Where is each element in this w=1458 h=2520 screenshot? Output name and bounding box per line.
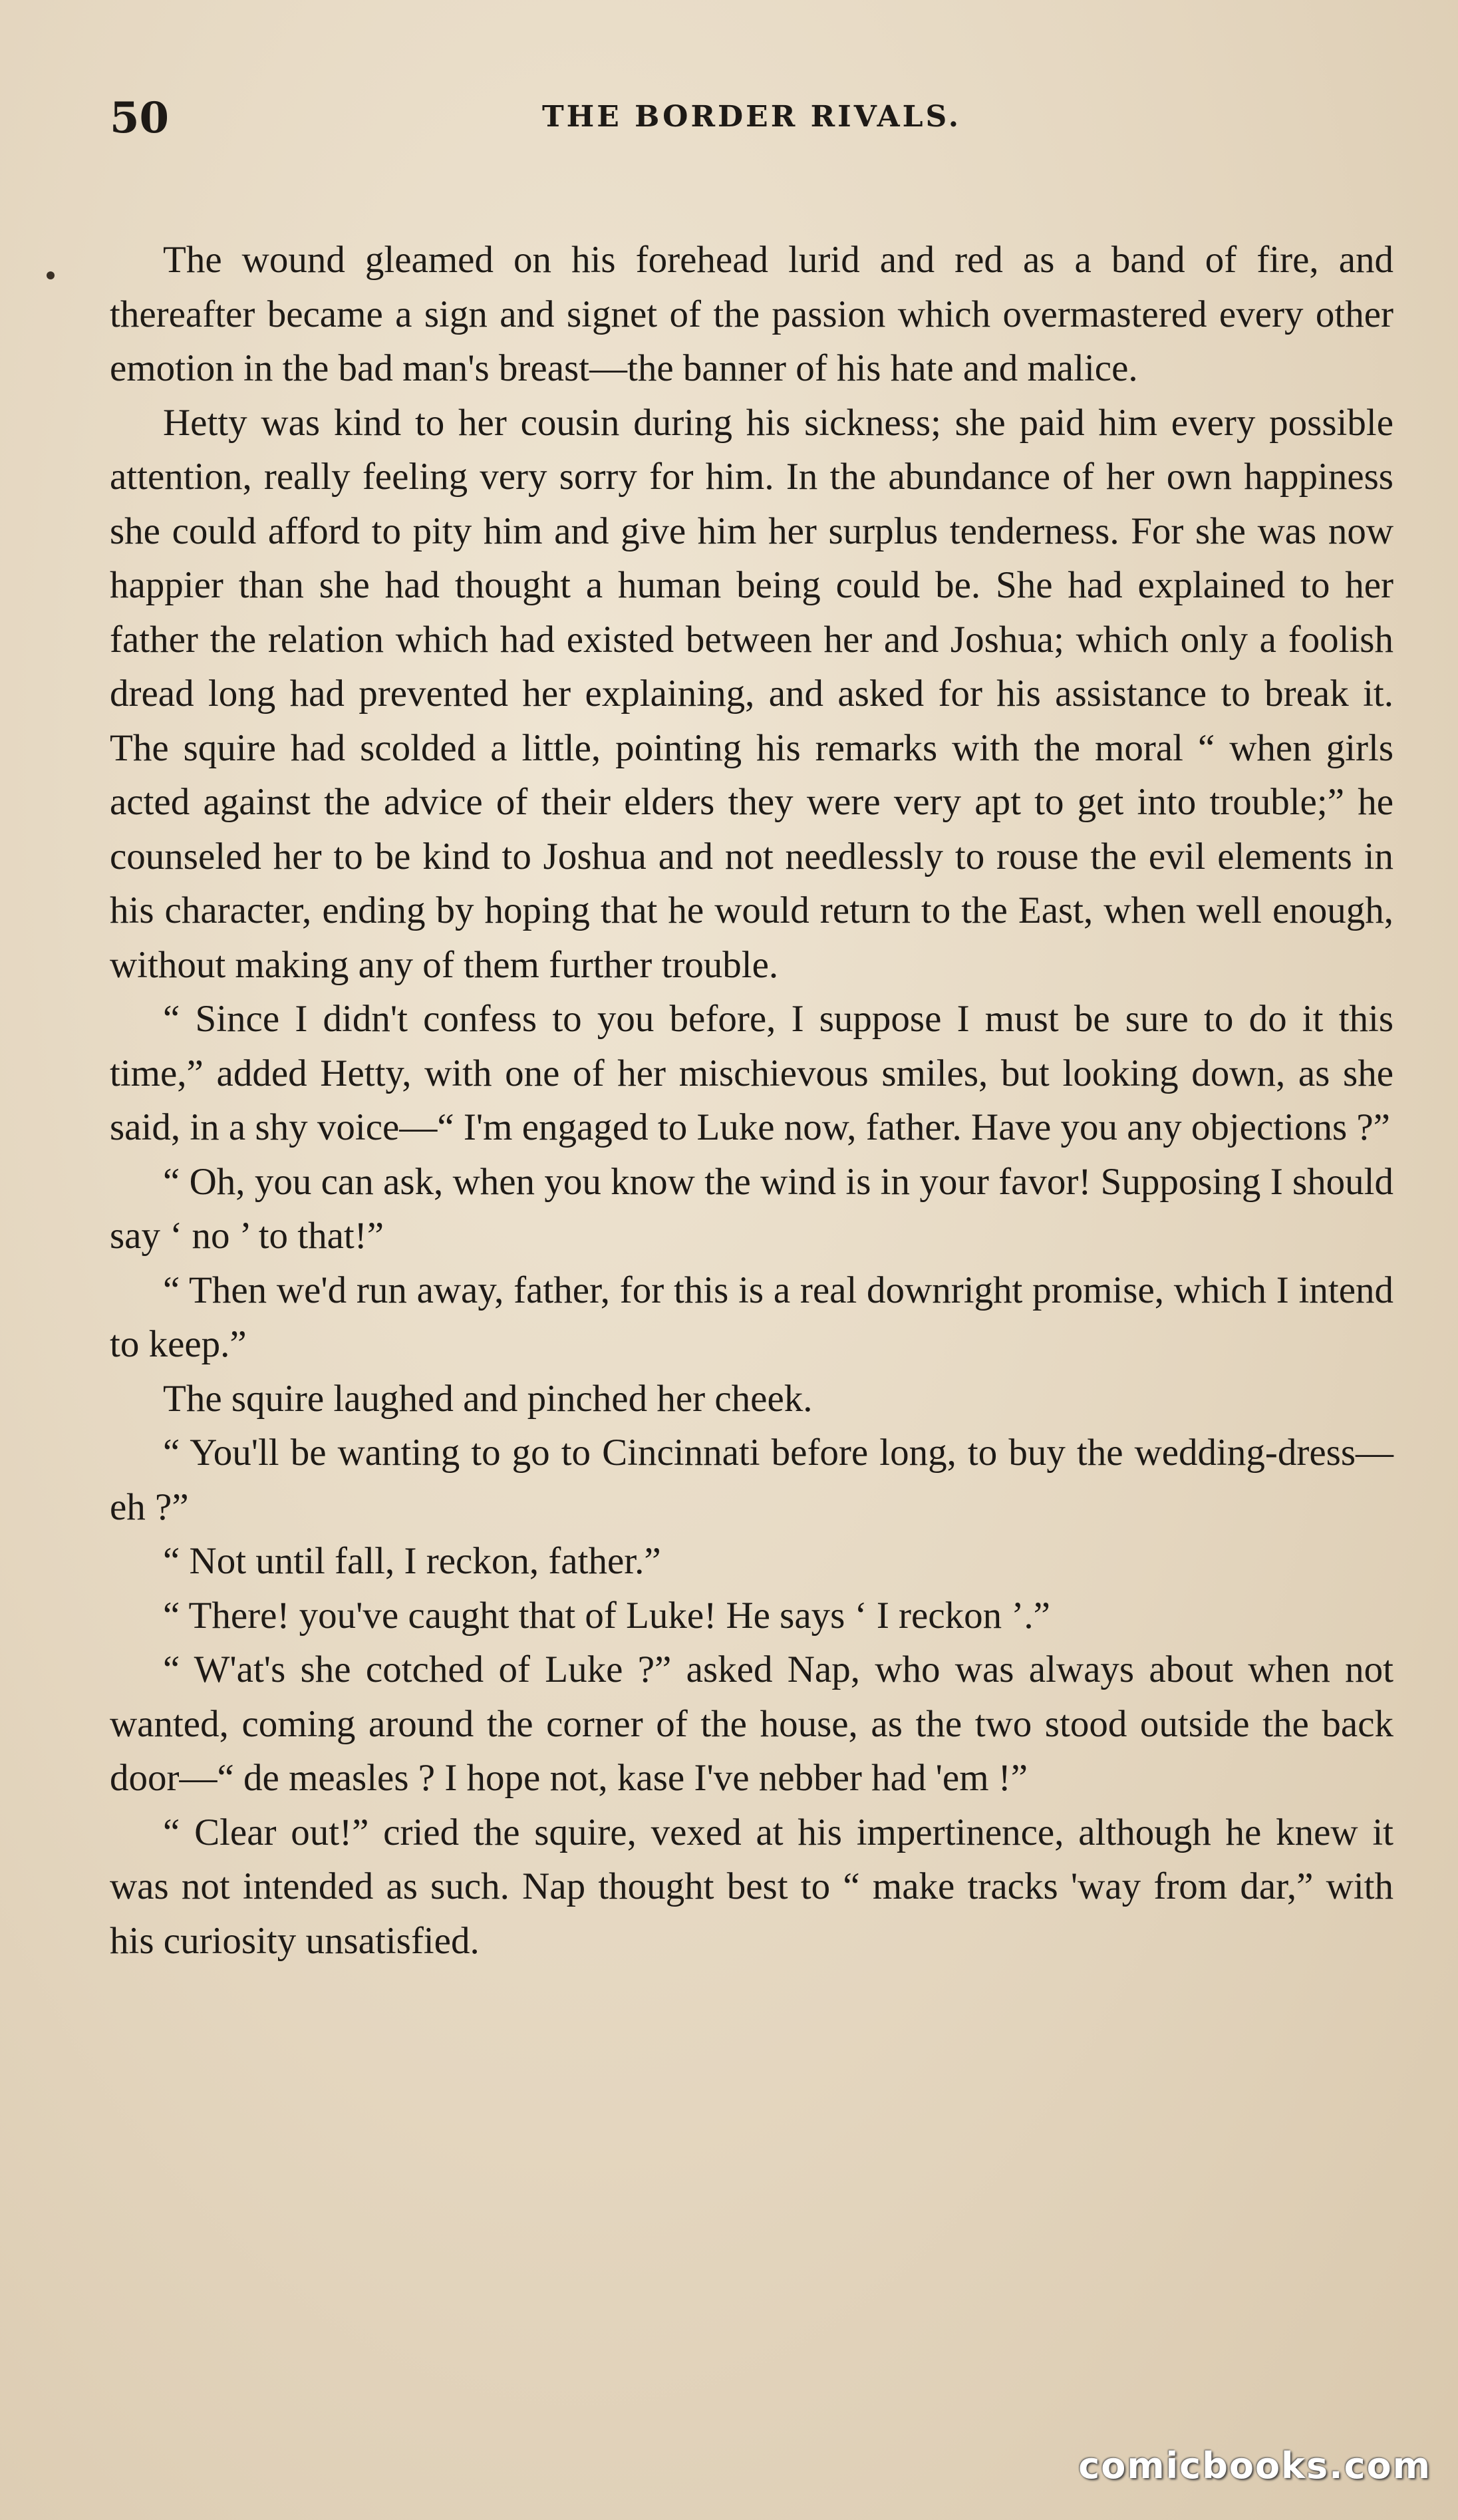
paragraph: “ Since I didn't confess to you before, I suppose I must be sure to do it this time,” added Hetty, with one of her mischievous smiles, but looking down, as she said, in a shy voice—“ I'm engaged to Luke now, father. Have you any objections ?” — [110, 998, 1393, 1148]
margin-ink-dot — [47, 271, 55, 279]
paragraph: Hetty was kind to her cousin during his sickness; she paid him every possible attention, really feeling very sorry for him. In the abundance of her own happiness she could afford to pity him and give him her surplus tenderness. For she was now happier than she had thought a human being could be. She had explained to her father the relation which had existed between her and Joshua; which only a foolish dread long had prevented her explaining, and asked for his assistance to break it. The squire had scolded a little, pointing his remarks with the moral “ when girls acted against the advice of their elders they were very apt to get into trouble;” he counseled her to be kind to Joshua and not needlessly to rouse the evil elements in his character, ending by hoping that he would return to the East, when well enough, without making any of them further trouble. — [110, 401, 1393, 986]
paragraph: The squire laughed and pinched her cheek. — [163, 1377, 813, 1420]
book-page — [110, 93, 1393, 1968]
watermark: comicbooks.com — [1078, 2445, 1431, 2487]
page-header — [110, 93, 1393, 153]
running-title: THE BORDER RIVALS. — [541, 100, 962, 134]
paragraph: “ You'll be wanting to go to Cincinnati before long, to buy the wedding-dress—eh ?” — [110, 1432, 1393, 1528]
paragraph: The wound gleamed on his forehead lurid and red as a band of fire, and thereafter became a sign and signet of the passion which overmastered every other emotion in the bad man's breast—the banner of his hate and malice. — [110, 239, 1393, 389]
paragraph: “ Not until fall, I reckon, father.” — [163, 1540, 661, 1582]
paragraph: “ W'at's she cotched of Luke ?” asked Nap, who was always about when not wanted, coming around the corner of the house, as the two stood outside the back door—“ de measles ? I hope not, kase I've nebber had 'em !” — [110, 1649, 1393, 1799]
paragraph: “ Then we'd run away, father, for this is a real downright promise, which I intend to keep.” — [110, 1269, 1393, 1365]
paragraph: “ There! you've caught that of Luke! He says ‘ I reckon ’.” — [163, 1594, 1050, 1637]
page-number: 50 — [110, 93, 170, 143]
paragraph: “ Oh, you can ask, when you know the wind is in your favor! Supposing I should say ‘ no ’ to that!” — [110, 1160, 1393, 1257]
paragraph: “ Clear out!” cried the squire, vexed at his impertinence, although he knew it was not intended as such. Nap thought best to “ make tracks 'way from dar,” with his curiosity unsatisfied. — [110, 1811, 1393, 1962]
body-text — [110, 233, 1393, 1968]
